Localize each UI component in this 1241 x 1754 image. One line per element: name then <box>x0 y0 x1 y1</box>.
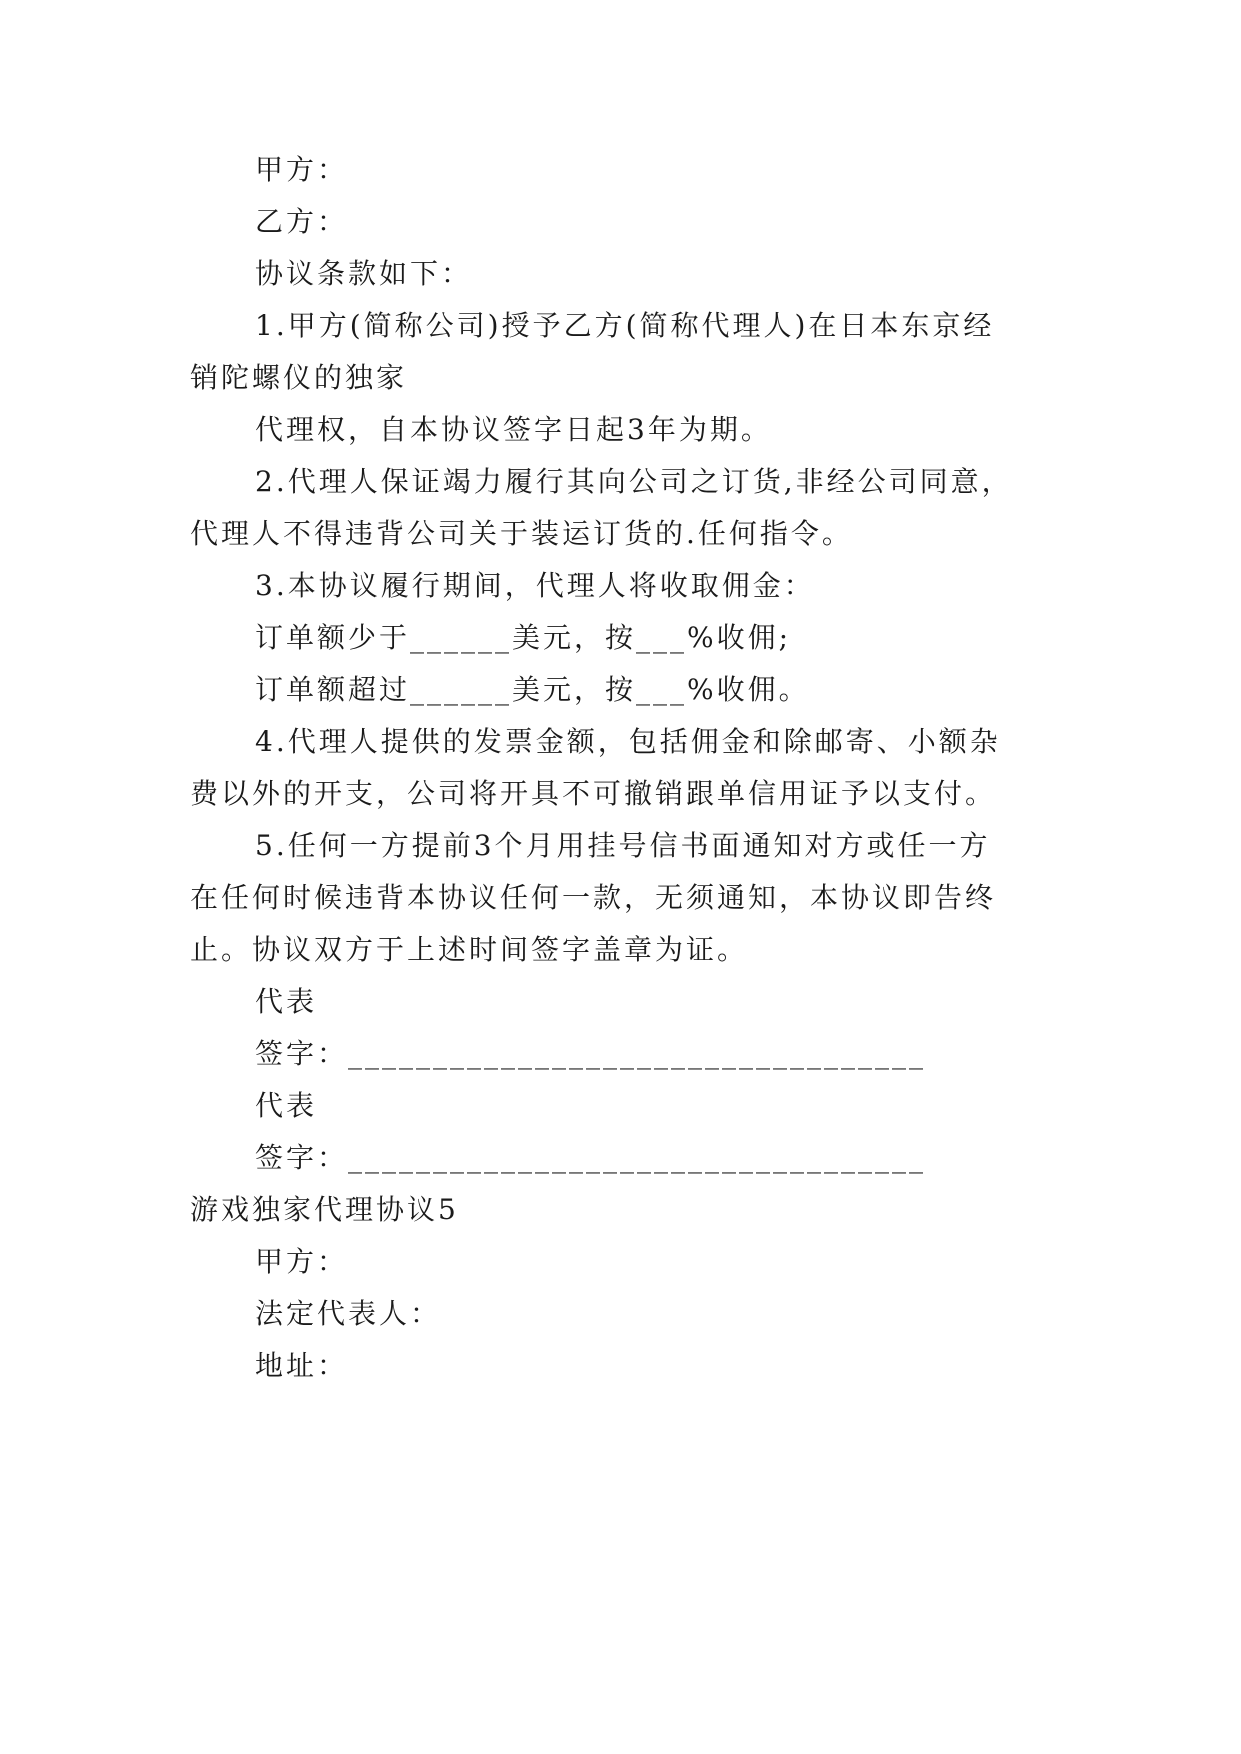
clause-4-line-1: 4.代理人提供的发票金额，包括佣金和除邮寄、小额杂 <box>255 725 1001 758</box>
section-title: 游戏独家代理协议5 <box>190 1193 459 1226</box>
terms-intro: 协议条款如下： <box>255 257 473 290</box>
clause-5-line-3: 止。协议双方于上述时间签字盖章为证。 <box>190 933 749 966</box>
clause-5-line-2: 在任何时候违背本协议任何一款，无须通知，本协议即告终 <box>190 881 997 914</box>
signature-line-2: 签字：__________________________________ <box>255 1141 927 1174</box>
clause-3-line-1: 3.本协议履行期间，代理人将收取佣金： <box>255 569 815 602</box>
clause-1-line-1: 1.甲方(简称公司)授予乙方(简称代理人)在日本东京经 <box>255 309 995 342</box>
representative-label-2: 代表 <box>255 1089 318 1122</box>
party-a-label: 甲方： <box>255 153 349 186</box>
clause-3-line-2: 订单额少于______美元，按___%收佣; <box>255 621 792 654</box>
clause-3-line-3: 订单额超过______美元，按___%收佣。 <box>255 673 810 706</box>
representative-label-1: 代表 <box>255 985 318 1018</box>
clause-4-line-2: 费以外的开支，公司将开具不可撤销跟单信用证予以支付。 <box>190 777 997 810</box>
clause-5-line-1: 5.任何一方提前3个月用挂号信书面通知对方或任一方 <box>255 829 991 862</box>
party-b-label: 乙方： <box>255 205 349 238</box>
clause-1-line-3: 代理权，自本协议签字日起3年为期。 <box>255 413 772 446</box>
clause-2-line-2: 代理人不得违背公司关于装运订货的.任何指令。 <box>190 517 853 550</box>
party-a-label-2: 甲方： <box>255 1245 349 1278</box>
clause-2-line-1: 2.代理人保证竭力履行其向公司之订货,非经公司同意， <box>255 465 1013 498</box>
legal-representative-label: 法定代表人： <box>255 1297 442 1330</box>
clause-1-line-2: 销陀螺仪的独家 <box>190 361 408 394</box>
signature-line-1: 签字：__________________________________ <box>255 1037 927 1070</box>
address-label: 地址： <box>255 1349 349 1382</box>
